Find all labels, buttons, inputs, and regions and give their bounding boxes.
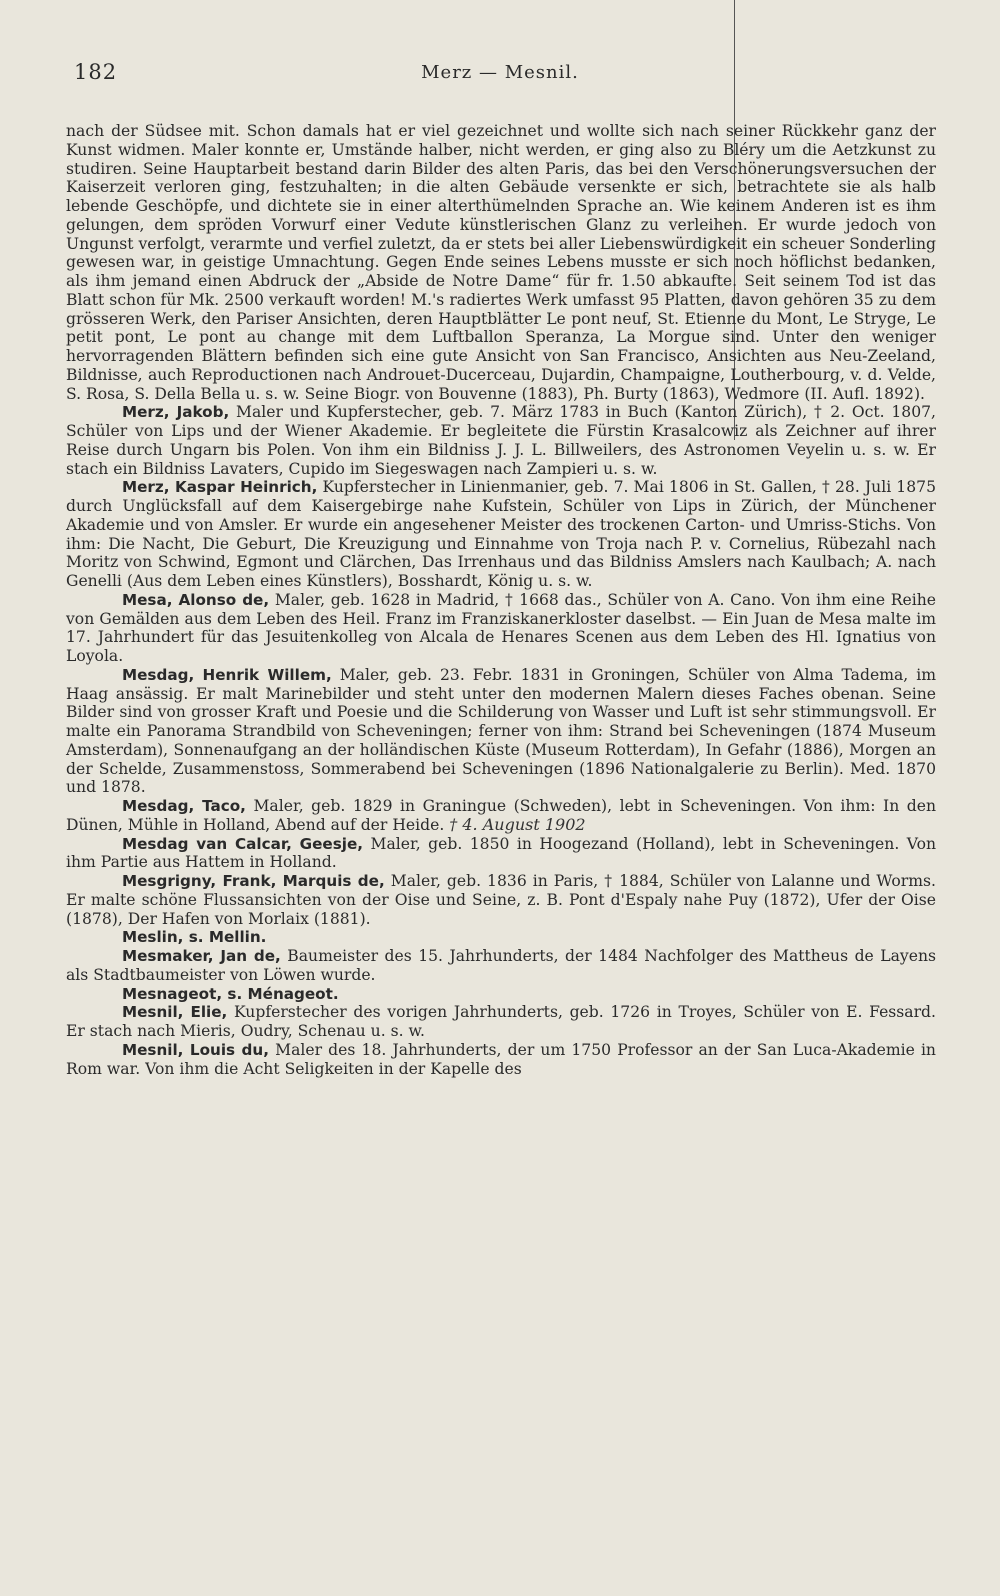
entry-mesnageot [66, 985, 936, 1004]
entry-headword: Merz, Kaspar Heinrich, [122, 478, 318, 497]
entry-mesgrigny [66, 872, 936, 928]
entry-headword: Meslin, s. Mellin. [122, 928, 267, 947]
entry-text: Kupferstecher des vorigen Jahrhunderts, geb. 1726 in Troyes, Schüler von E. Fessard. Er stach nach Mieris, Oudry, Schenau u. s. w. [66, 1003, 936, 1040]
entry-merz-kaspar [66, 478, 936, 591]
body-text [66, 122, 936, 1078]
handwritten-note: † 4. August 1902 [449, 814, 586, 834]
entry-text: Maler und Kupferstecher, geb. 7. März 1783 in Buch (Kanton Zürich), † 2. Oct. 1807, Schüler von Lips und der Wiener Akademie. Er begleitete die Fürstin Krasalcowiz als Zeichner auf ihrer Reise durch Ungarn bis Polen. Von ihm ein Bildniss J. J. L. Billweilers, des Astronomen Veyelin u. s. w. Er stach ein Bildniss Lavaters, Cupido im Siegeswagen nach Zampieri u. s. w. [66, 403, 936, 478]
entry-headword: Mesdag, Henrik Willem, [122, 665, 332, 684]
entry-headword: Mesnageot, s. Ménageot. [122, 984, 339, 1003]
entry-headword: Mesnil, Elie, [122, 1003, 228, 1022]
entry-mesnil-elie [66, 1003, 936, 1041]
entry-text: Baumeister des 15. Jahrhunderts, der 1484 Nachfolger des Mattheus de Layens als Stadtbaumeister von Löwen wurde. [66, 947, 936, 984]
entry-mesa-alonso [66, 591, 936, 666]
entry-text: Maler, geb. 23. Febr. 1831 in Groningen, Schüler von Alma Tadema, im Haag ansässig. Er malt Marinebilder und steht unter den modernen Malern dieses Faches obenan. Seine Bilder sind von grosser Kraft und Poesie und die Schilderung von Wasser und Luft ist sehr stimmungsvoll. Er malte ein Panorama Strandbild von Scheveningen; ferner von ihm: Strand bei Scheveningen (1874 Museum Amsterdam), Sonnenaufgang an der holländischen Küste (Museum Rotterdam), In Gefahr (1886), Morgen an der Schelde, Zusammenstoss, Sommerabend bei Scheveningen (1896 Nationalgalerie zu Berlin). Med. 1870 und 1878. [66, 665, 936, 797]
entry-text: Maler, geb. 1628 in Madrid, † 1668 das., Schüler von A. Cano. Von ihm eine Reihe von Gemälden aus dem Leben des Heil. Franz im Franziskanerkloster daselbst. — Ein Juan de Mesa malte im 17. Jahrhundert für das Jesuitenkolleg von Alcala de Henares Scenen aus dem Leben des Hl. Ignatius von Loyola. [66, 590, 937, 665]
entry-meslin [66, 928, 936, 947]
entry-merz-jakob [66, 403, 936, 478]
entry-mesdag-van-calcar [66, 835, 936, 873]
page-header [0, 58, 1000, 94]
entry-text: Maler des 18. Jahrhunderts, der um 1750 Professor an der San Luca-Akademie in Rom war. Von ihm die Acht Seligkeiten in der Kapelle des [66, 1040, 936, 1078]
running-title: Merz — Mesnil. [421, 62, 579, 83]
entry-text: Maler, geb. 1836 in Paris, † 1884, Schüler von Lalanne und Worms. Er malte schöne Flussansichten von der Oise und Seine, z. B. Pont d'Espaly nahe Puy (1872), Ufer der Oise (1878), Der Hafen von Morlaix (1881). [66, 872, 936, 928]
entry-text: Maler, geb. 1850 in Hoogezand (Holland), lebt in Scheveningen. Von ihm Partie aus Hattem in Holland. [66, 834, 936, 872]
entry-mesmaker [66, 947, 936, 985]
intro-paragraph: nach der Südsee mit. Schon damals hat er viel gezeichnet und wollte sich nach seiner Rückkehr ganz der Kunst widmen. Maler konnte er, Umstände halber, nicht werden, er ging also zu Bléry um die Aetzkunst zu studiren. Seine Hauptarbeit bestand darin Bilder des alten Paris, das bei den Verschönerungsversuchen der Kaiserzeit verloren ging, festzuhalten; in die alten Gebäude versenkte er sich, betrachtete sie als halb lebende Geschöpfe, und dichtete sie in einer alterthümelnden Sprache an. Wie keinem Anderen ist es ihm gelungen, dem spröden Vorwurf einer Vedute künstlerischen Glanz zu verleihen. Er wurde jedoch von Ungunst verfolgt, verarmte und verfiel zuletzt, da er stets bei aller Liebenswürdigkeit ein scheuer Sonderling gewesen war, in geistige Umnachtung. Gegen Ende seines Lebens musste er sich noch höflichst bedanken, als ihm jemand einen Abdruck der „Abside de Notre Dame“ für fr. 1.50 abkaufte. Seit seinem Tod ist das Blatt schon für Mk. 2500 verkauft worden! M.'s radiertes Werk umfasst 95 Platten, davon gehören 35 zu dem grösseren Werk, den Pariser Ansichten, deren Hauptblätter Le pont neuf, St. Etienne du Mont, Le Stryge, Le petit pont, Le pont au change mit dem Luftballon Speranza, La Morgue sind. Unter den weniger hervorragenden Blättern befinden sich eine gute Ansicht von San Francisco, Ansichten aus Neu-Zeeland, Bildnisse, auch Reproductionen nach Androuet-Ducerceau, Dujardin, Champaigne, Loutherbourg, v. d. Velde, S. Rosa, S. Della Bella u. s. w. Seine Biogr. von Bouvenne (1883), Ph. Burty (1863), Wedmore (II. Aufl. 1892). [66, 122, 936, 403]
entry-headword: Merz, Jakob, [122, 403, 230, 422]
entry-mesnil-louis [66, 1041, 936, 1079]
entry-mesdag-henrik [66, 666, 936, 797]
page-number: 182 [74, 60, 118, 84]
entry-mesdag-taco [66, 797, 936, 835]
entry-headword: Mesnil, Louis du, [122, 1040, 269, 1059]
entry-text: Kupferstecher in Linienmanier, geb. 7. Mai 1806 in St. Gallen, † 28. Juli 1875 durch Unglücksfall auf dem Kaisergebirge nahe Kufstein, Schüler von Lips in Zürich, der Münchener Akademie und von Amsler. Er wurde ein angesehener Meister des trockenen Carton- und Umriss-Stichs. Von ihm: Die Nacht, Die Geburt, Die Kreuzigung und Einnahme von Troja nach P. v. Cornelius, Rübezahl nach Moritz von Schwind, Egmont und Clärchen, Das Irrenhaus und das Bildniss Amslers nach Kaulbach; A. nach Genelli (Aus dem Leben eines Künstlers), Bosshardt, König u. s. w. [66, 478, 936, 590]
entry-headword: Mesdag, Taco, [122, 797, 246, 815]
entry-headword: Mesgrigny, Frank, Marquis de, [122, 872, 385, 890]
entry-text: Maler, geb. 1829 in Graningue (Schweden), lebt in Scheveningen. Von ihm: In den Dünen, Mühle in Holland, Abend auf der Heide. [66, 797, 937, 834]
entry-headword: Mesmaker, Jan de, [122, 947, 281, 965]
entry-headword: Mesdag van Calcar, Geesje, [122, 834, 364, 853]
entry-headword: Mesa, Alonso de, [122, 590, 270, 609]
